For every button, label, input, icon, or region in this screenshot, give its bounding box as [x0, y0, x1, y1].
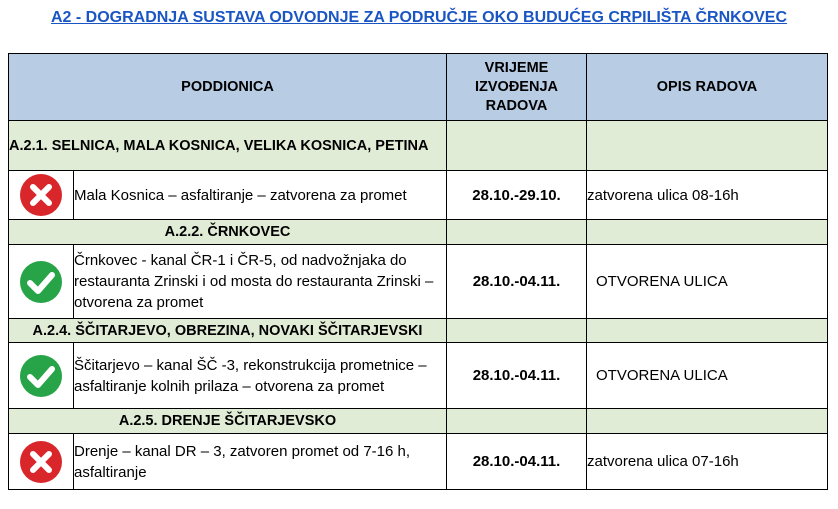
row-opis: OTVORENA ULICA — [587, 245, 828, 319]
section-empty-cell — [587, 319, 828, 343]
section-empty-cell — [447, 220, 587, 245]
section-empty-cell — [587, 409, 828, 434]
section-label: A.2.1. SELNICA, MALA KOSNICA, VELIKA KOSNICA, PETINA — [9, 121, 447, 171]
section-label: A.2.4. ŠČITARJEVO, OBREZINA, NOVAKI ŠČITARJEVSKI — [9, 319, 447, 343]
status-cell — [9, 171, 74, 220]
header-vrijeme-line1: VRIJEME — [484, 59, 549, 76]
row-dates: 28.10.-04.11. — [447, 245, 587, 319]
row-description: Ščitarjevo – kanal ŠČ -3, rekonstrukcija prometnice – asfaltiranje kolnih prilaza – otvorena za promet — [74, 343, 447, 409]
section-empty-cell — [447, 319, 587, 343]
section-empty-cell — [587, 121, 828, 171]
header-vrijeme-line3: RADOVA — [485, 97, 548, 114]
section-label: A.2.5. DRENJE ŠČITARJEVSKO — [9, 409, 447, 434]
row-description: Mala Kosnica – asfaltiranje – zatvorena za promet — [74, 171, 447, 220]
section-empty-cell — [447, 121, 587, 171]
document-title: A2 - DOGRADNJA SUSTAVA ODVODNJE ZA PODRUČJE OKO BUDUĆEG CRPILIŠTA ČRNKOVEC — [50, 9, 788, 26]
section-row — [9, 409, 828, 434]
header-opis: OPIS RADOVA — [587, 54, 828, 121]
section-empty-cell — [447, 409, 587, 434]
row-opis: OTVORENA ULICA — [587, 343, 828, 409]
status-cell — [9, 245, 74, 319]
section-row — [9, 319, 828, 343]
works-table — [8, 53, 828, 490]
section-empty-cell — [587, 220, 828, 245]
status-cell — [9, 434, 74, 490]
header-row — [9, 54, 828, 121]
header-vrijeme — [447, 54, 587, 121]
row-opis: zatvorena ulica 08-16h — [587, 171, 828, 220]
red-x-icon — [19, 173, 63, 217]
green-check-icon — [19, 260, 63, 304]
row-description: Drenje – kanal DR – 3, zatvoren promet od 7-16 h, asfaltiranje — [74, 434, 447, 490]
header-poddionica: PODDIONICA — [9, 54, 447, 121]
status-cell — [9, 343, 74, 409]
table-row — [9, 343, 828, 409]
table-row — [9, 434, 828, 490]
section-row — [9, 121, 828, 171]
table-row — [9, 245, 828, 319]
row-dates: 28.10.-29.10. — [447, 171, 587, 220]
table-row — [9, 171, 828, 220]
section-label: A.2.2. ČRNKOVEC — [9, 220, 447, 245]
red-x-icon — [19, 440, 63, 484]
row-opis: zatvorena ulica 07-16h — [587, 434, 828, 490]
row-dates: 28.10.-04.11. — [447, 434, 587, 490]
green-check-icon — [19, 354, 63, 398]
row-dates: 28.10.-04.11. — [447, 343, 587, 409]
section-row — [9, 220, 828, 245]
header-vrijeme-line2: IZVOĐENJA — [475, 78, 558, 95]
row-description: Črnkovec - kanal ČR-1 i ČR-5, od nadvožnjaka do restauranta Zrinski i od mosta do restauranta Zrinski – otvorena za promet — [74, 245, 447, 319]
